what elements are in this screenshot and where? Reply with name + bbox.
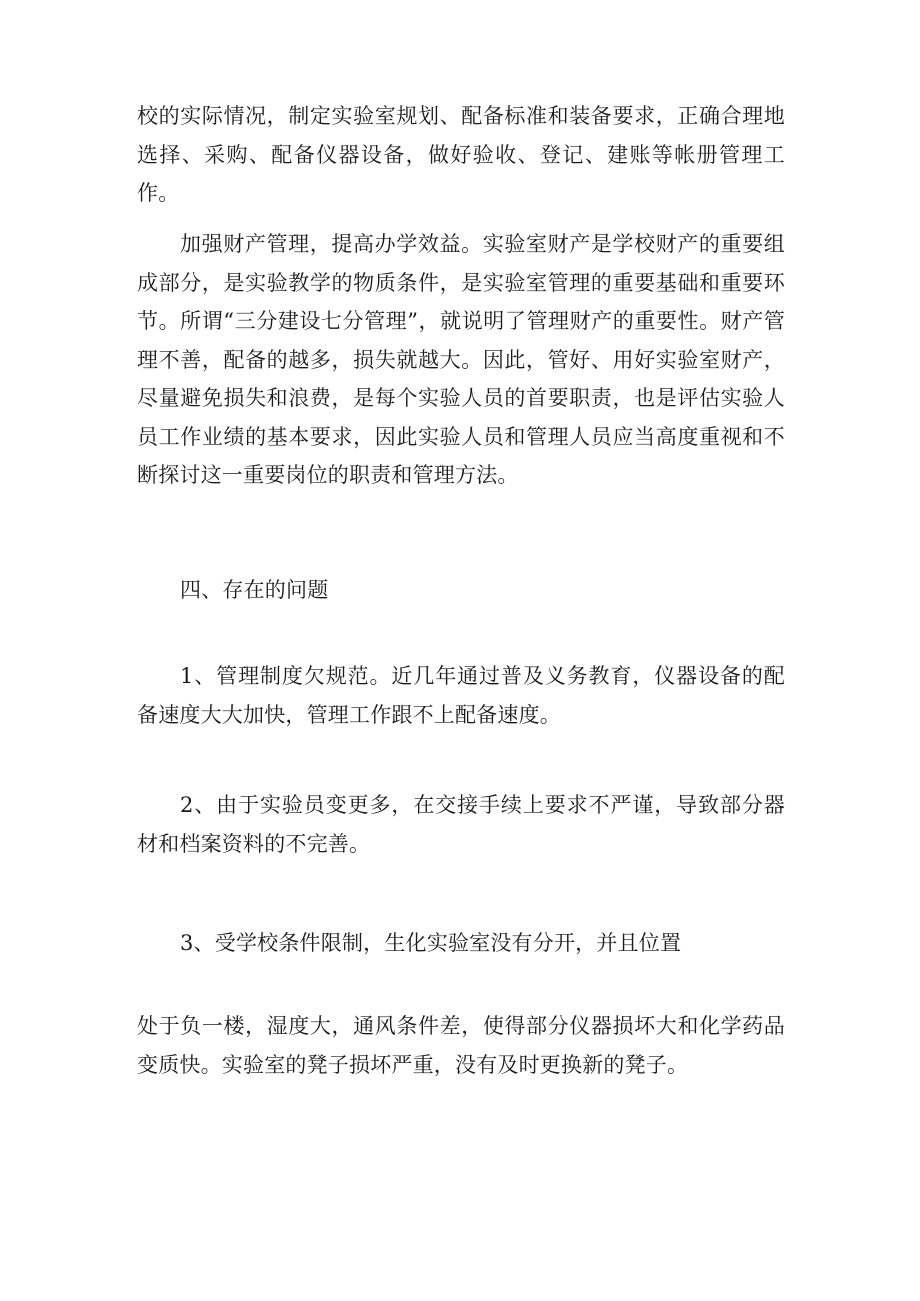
paragraph-continuation: 校的实际情况，制定实验室规划、配备标准和装备要求，正确合理地选择、采购、配备仪器设备，做好验收、登记、建账等帐册管理工作。 bbox=[137, 104, 785, 205]
list-item-1: 1、管理制度欠规范。近几年通过普及义务教育，仪器设备的配备速度大大加快，管理工作跟不上配备速度。 bbox=[137, 664, 785, 727]
list-item-2: 2、由于实验员变更多，在交接手续上要求不严谨，导致部分器材和档案资料的不完善。 bbox=[137, 793, 785, 856]
paragraph-property-management: 加强财产管理，提高办学效益。实验室财产是学校财产的重要组成部分，是实验教学的物质条件，是实验室管理的重要基础和重要环节。所谓“三分建设七分管理”，就说明了管理财产的重要性。财产管理不善，配备的越多，损失就越大。因此，管好、用好实验室财产，尽量避免损失和浪费，是每个实验人员的首要职责，也是评估实验人员工作业绩的基本要求，因此实验人员和管理人员应当高度重视和不断探讨这一重要岗位的职责和管理方法。 bbox=[137, 232, 785, 487]
section-heading: 四、存在的问题 bbox=[180, 578, 329, 602]
list-item-3-continuation: 处于负一楼，湿度大，通风条件差，使得部分仪器损坏大和化学药品变质快。实验室的凳子损坏严重，没有及时更换新的凳子。 bbox=[137, 1014, 785, 1077]
list-item-3: 3、受学校条件限制，生化实验室没有分开，并且位置 bbox=[180, 931, 682, 955]
